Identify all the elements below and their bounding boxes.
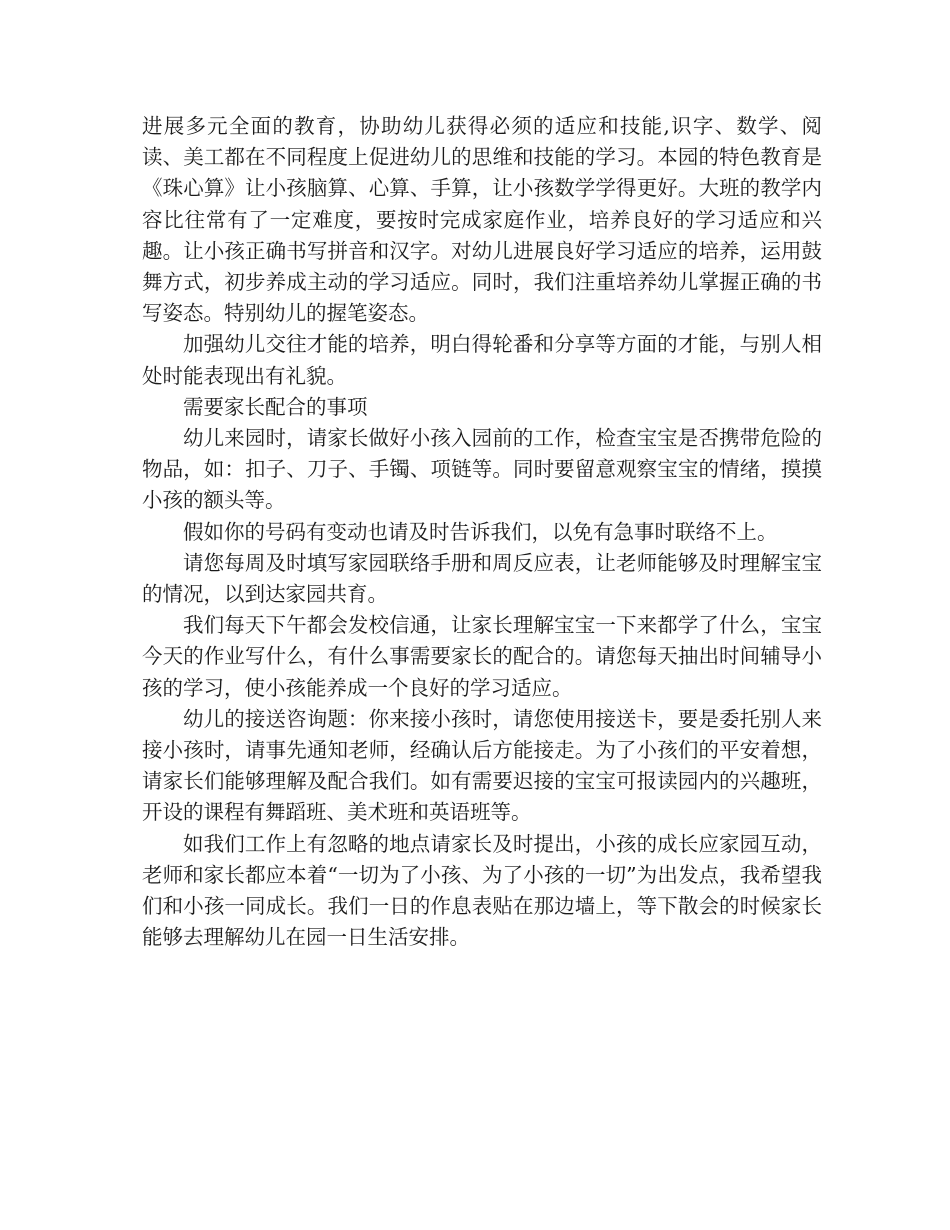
paragraph-social-skills: 加强幼儿交往才能的培养，明白得轮番和分享等方面的才能，与别人相处时能表现出有礼貌。 (142, 332, 822, 388)
paragraph-pickup-policy: 幼儿的接送咨询题：你来接小孩时，请您使用接送卡，要是委托别人来接小孩时，请事先通知老师，经确认后方能接走。为了小孩们的平安着想，请家长们能够理解及配合我们。如有需要迟接的宝宝可报读园内的兴趣班，开设的课程有舞蹈班、美术班和英语班等。 (142, 706, 822, 825)
document-body (142, 111, 822, 953)
paragraph-closing: 如我们工作上有忽略的地点请家长及时提出，小孩的成长应家园互动，老师和家长都应本着“一切为了小孩、为了小孩的一切”为出发点，我希望我们和小孩一同成长。我们一日的作息表贴在那边墙上，等下散会的时候家长能够去理解幼儿在园一日生活安排。 (142, 831, 822, 950)
section-heading-parent-cooperation: 需要家长配合的事项 (183, 394, 368, 419)
paragraph-school-message: 我们每天下午都会发校信通，让家长理解宝宝一下来都学了什么，宝宝今天的作业写什么，有什么事需要家长的配合的。请您每天抽出时间辅导小孩的学习，使小孩能养成一个良好的学习适应。 (142, 613, 822, 700)
paragraph-education-content: 进展多元全面的教育，协助幼儿获得必须的适应和技能,识字、数学、阅读、美工都在不同程度上促进幼儿的思维和技能的学习。本园的特色教育是《珠心算》让小孩脑算、心算、手算，让小孩数学学得更好。大班的教学内容比往常有了一定难度，要按时完成家庭作业，培养良好的学习适应和兴趣。让小孩正确书写拼音和汉字。对幼儿进展良好学习适应的培养，运用鼓舞方式，初步养成主动的学习适应。同时，我们注重培养幼儿掌握正确的书写姿态。特别幼儿的握笔姿态。 (142, 114, 822, 326)
paragraph-phone-change: 假如你的号码有变动也请及时告诉我们，以免有急事时联络不上。 (183, 519, 778, 544)
paragraph-contact-handbook: 请您每周及时填写家园联络手册和周反应表，让老师能够及时理解宝宝的情况，以到达家园共育。 (142, 550, 822, 607)
paragraph-arrival-check: 幼儿来园时，请家长做好小孩入园前的工作，检查宝宝是否携带危险的物品，如：扣子、刀子、手镯、项链等。同时要留意观察宝宝的情绪，摸摸小孩的额头等。 (142, 426, 822, 513)
